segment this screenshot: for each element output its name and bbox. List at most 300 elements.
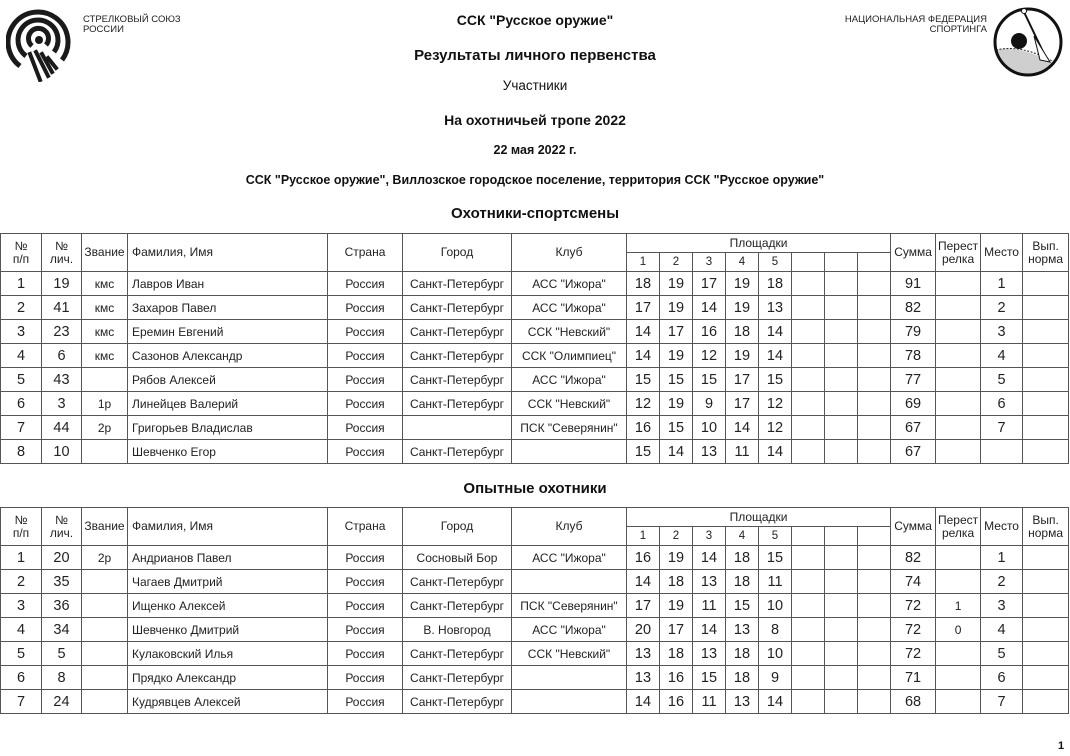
cell-country: Россия — [328, 690, 403, 714]
header-line: Вып. — [1032, 512, 1059, 527]
cell-club — [512, 690, 627, 714]
cell-norm — [1023, 690, 1069, 714]
cell-np: 6 — [1, 392, 42, 416]
cell-place: 1 — [981, 272, 1023, 296]
cell-score: 14 — [759, 320, 792, 344]
col-header-sum: Сумма — [891, 508, 936, 546]
cell-score: 15 — [759, 368, 792, 392]
cell-score: 16 — [693, 320, 726, 344]
cell-rank: кмс — [82, 272, 128, 296]
cell-score: 18 — [660, 570, 693, 594]
cell-city: Санкт-Петербург — [403, 392, 512, 416]
cell-score: 10 — [759, 642, 792, 666]
cell-nl: 24 — [42, 690, 82, 714]
cell-score: 14 — [693, 618, 726, 642]
station-number — [858, 253, 891, 272]
cell-score — [792, 666, 825, 690]
cell-country: Россия — [328, 666, 403, 690]
table-row — [1, 690, 1069, 714]
cell-place — [981, 440, 1023, 464]
cell-city: Санкт-Петербург — [403, 296, 512, 320]
col-header-np — [1, 508, 42, 546]
cell-city: Санкт-Петербург — [403, 272, 512, 296]
col-header-np — [1, 234, 42, 272]
cell-score — [825, 570, 858, 594]
cell-score — [858, 690, 891, 714]
cell-np: 4 — [1, 344, 42, 368]
cell-score: 13 — [726, 618, 759, 642]
cell-city: Санкт-Петербург — [403, 440, 512, 464]
results-table — [0, 507, 1069, 714]
station-number: 1 — [627, 527, 660, 546]
cell-sum: 77 — [891, 368, 936, 392]
cell-score: 14 — [660, 440, 693, 464]
cell-shootoff — [936, 296, 981, 320]
cell-norm — [1023, 296, 1069, 320]
cell-score — [825, 296, 858, 320]
cell-country: Россия — [328, 594, 403, 618]
cell-score — [858, 618, 891, 642]
cell-score — [825, 440, 858, 464]
station-number — [792, 527, 825, 546]
col-header-name: Фамилия, Имя — [128, 508, 328, 546]
cell-city: Санкт-Петербург — [403, 570, 512, 594]
cell-shootoff — [936, 272, 981, 296]
cell-club: ССК "Невский" — [512, 320, 627, 344]
cell-sum: 68 — [891, 690, 936, 714]
station-number: 1 — [627, 253, 660, 272]
subtitle: Участники — [502, 78, 568, 93]
cell-city: Санкт-Петербург — [403, 320, 512, 344]
cell-nl: 44 — [42, 416, 82, 440]
cell-city: Сосновый Бор — [403, 546, 512, 570]
cell-shootoff — [936, 368, 981, 392]
cell-place: 5 — [981, 368, 1023, 392]
cell-score — [792, 272, 825, 296]
document-title: Результаты личного первенства — [414, 47, 656, 64]
cell-np: 8 — [1, 440, 42, 464]
header-line: № — [14, 238, 28, 253]
cell-np: 3 — [1, 594, 42, 618]
cell-score — [825, 666, 858, 690]
cell-sum: 67 — [891, 416, 936, 440]
table-row — [1, 272, 1069, 296]
cell-country: Россия — [328, 618, 403, 642]
cell-club: ПСК "Северянин" — [512, 594, 627, 618]
cell-city — [403, 416, 512, 440]
cell-score: 12 — [693, 344, 726, 368]
cell-score — [858, 344, 891, 368]
col-header-club: Клуб — [512, 508, 627, 546]
header-line: норма — [1028, 525, 1064, 540]
header-line: № — [55, 512, 68, 527]
cell-nl: 5 — [42, 642, 82, 666]
cell-sum: 72 — [891, 642, 936, 666]
cell-norm — [1023, 570, 1069, 594]
cell-score: 11 — [759, 570, 792, 594]
event-venue: ССК "Русское оружие", Виллозское городское поселение, территория ССК "Русское оружие" — [245, 173, 825, 187]
cell-score — [792, 440, 825, 464]
cell-score: 18 — [726, 546, 759, 570]
cell-score: 19 — [660, 392, 693, 416]
cell-place: 6 — [981, 666, 1023, 690]
org-left-line2: РОССИИ — [83, 24, 124, 35]
col-header-shootoff — [936, 508, 981, 546]
cell-rank: 2р — [82, 416, 128, 440]
cell-rank — [82, 594, 128, 618]
cell-name: Сазонов Александр — [128, 344, 328, 368]
cell-score — [858, 392, 891, 416]
cell-city: Санкт-Петербург — [403, 666, 512, 690]
cell-club: АСС "Ижора" — [512, 296, 627, 320]
cell-score — [792, 344, 825, 368]
cell-nl: 8 — [42, 666, 82, 690]
cell-np: 1 — [1, 546, 42, 570]
cell-city: Санкт-Петербург — [403, 690, 512, 714]
cell-country: Россия — [328, 440, 403, 464]
cell-np: 1 — [1, 272, 42, 296]
header-line: релка — [941, 525, 975, 540]
cell-score: 13 — [726, 690, 759, 714]
cell-nl: 3 — [42, 392, 82, 416]
station-number: 4 — [726, 527, 759, 546]
cell-club: АСС "Ижора" — [512, 368, 627, 392]
cell-score: 14 — [759, 344, 792, 368]
header-row — [1, 508, 1069, 527]
header-line: № — [14, 512, 28, 527]
cell-score: 16 — [627, 416, 660, 440]
cell-score — [858, 416, 891, 440]
cell-country: Россия — [328, 416, 403, 440]
cell-name: Еремин Евгений — [128, 320, 328, 344]
cell-score: 15 — [693, 368, 726, 392]
cell-score — [792, 296, 825, 320]
cell-nl: 10 — [42, 440, 82, 464]
cell-shootoff — [936, 690, 981, 714]
header-line: норма — [1028, 251, 1064, 266]
table-row — [1, 296, 1069, 320]
table-row — [1, 440, 1069, 464]
cell-nl: 41 — [42, 296, 82, 320]
cell-score: 19 — [660, 546, 693, 570]
cell-score — [792, 320, 825, 344]
cell-name: Шевченко Дмитрий — [128, 618, 328, 642]
cell-city: В. Новгород — [403, 618, 512, 642]
cell-sum: 74 — [891, 570, 936, 594]
header-line: Перест — [937, 238, 979, 253]
header-line: лич. — [49, 525, 74, 540]
section-title: Охотники-спортсмены — [450, 205, 620, 222]
table-row — [1, 618, 1069, 642]
cell-score: 17 — [726, 392, 759, 416]
cell-score: 11 — [693, 690, 726, 714]
cell-score — [858, 368, 891, 392]
cell-score — [825, 416, 858, 440]
cell-rank — [82, 642, 128, 666]
col-header-rank: Звание — [82, 508, 128, 546]
cell-score: 19 — [660, 296, 693, 320]
cell-shootoff: 1 — [936, 594, 981, 618]
cell-club — [512, 666, 627, 690]
cell-score: 13 — [693, 570, 726, 594]
cell-nl: 6 — [42, 344, 82, 368]
cell-shootoff — [936, 666, 981, 690]
cell-place: 3 — [981, 320, 1023, 344]
cell-score: 18 — [660, 642, 693, 666]
col-header-name: Фамилия, Имя — [128, 234, 328, 272]
cell-club — [512, 570, 627, 594]
cell-score: 14 — [627, 320, 660, 344]
cell-score — [858, 440, 891, 464]
cell-nl: 34 — [42, 618, 82, 642]
col-header-place: Место — [981, 508, 1023, 546]
header-line: лич. — [49, 251, 74, 266]
col-header-country: Страна — [328, 234, 403, 272]
col-header-city: Город — [403, 508, 512, 546]
cell-name: Лавров Иван — [128, 272, 328, 296]
cell-score: 9 — [693, 392, 726, 416]
cell-score — [825, 690, 858, 714]
cell-norm — [1023, 666, 1069, 690]
cell-rank: 1р — [82, 392, 128, 416]
cell-nl: 43 — [42, 368, 82, 392]
station-number: 3 — [693, 527, 726, 546]
col-header-rank: Звание — [82, 234, 128, 272]
cell-score — [792, 690, 825, 714]
table-row — [1, 546, 1069, 570]
cell-score: 13 — [693, 642, 726, 666]
cell-city: Санкт-Петербург — [403, 594, 512, 618]
cell-sum: 82 — [891, 296, 936, 320]
header-line: релка — [941, 251, 975, 266]
cell-score: 13 — [627, 642, 660, 666]
cell-score: 18 — [726, 642, 759, 666]
cell-shootoff — [936, 546, 981, 570]
cell-score: 10 — [693, 416, 726, 440]
cell-score: 17 — [660, 320, 693, 344]
table-row — [1, 392, 1069, 416]
cell-score — [858, 546, 891, 570]
cell-country: Россия — [328, 272, 403, 296]
cell-place: 7 — [981, 690, 1023, 714]
cell-club: ССК "Невский" — [512, 392, 627, 416]
col-header-stations: Площадки — [627, 234, 891, 253]
cell-shootoff: 0 — [936, 618, 981, 642]
cell-country: Россия — [328, 296, 403, 320]
cell-rank: кмс — [82, 296, 128, 320]
cell-norm — [1023, 416, 1069, 440]
cell-club: ССК "Олимпиец" — [512, 344, 627, 368]
cell-nl: 35 — [42, 570, 82, 594]
cell-city: Санкт-Петербург — [403, 368, 512, 392]
cell-name: Захаров Павел — [128, 296, 328, 320]
cell-shootoff — [936, 416, 981, 440]
cell-country: Россия — [328, 320, 403, 344]
station-number — [825, 527, 858, 546]
cell-name: Линейцев Валерий — [128, 392, 328, 416]
cell-name: Прядко Александр — [128, 666, 328, 690]
cell-norm — [1023, 642, 1069, 666]
header-line: Перест — [937, 512, 979, 527]
cell-sum: 82 — [891, 546, 936, 570]
cell-score: 14 — [627, 570, 660, 594]
col-header-place: Место — [981, 234, 1023, 272]
col-header-nl — [42, 508, 82, 546]
cell-score: 19 — [660, 594, 693, 618]
cell-nl: 36 — [42, 594, 82, 618]
cell-club: ПСК "Северянин" — [512, 416, 627, 440]
cell-sum: 78 — [891, 344, 936, 368]
cell-score: 19 — [726, 344, 759, 368]
cell-score: 19 — [726, 296, 759, 320]
cell-place: 7 — [981, 416, 1023, 440]
cell-club: АСС "Ижора" — [512, 272, 627, 296]
cell-club: ССК "Невский" — [512, 642, 627, 666]
cell-score — [825, 618, 858, 642]
cell-nl: 23 — [42, 320, 82, 344]
cell-city: Санкт-Петербург — [403, 344, 512, 368]
cell-rank — [82, 368, 128, 392]
col-header-sum: Сумма — [891, 234, 936, 272]
cell-norm — [1023, 392, 1069, 416]
cell-np: 7 — [1, 690, 42, 714]
org-right-line2: СПОРТИНГА — [929, 24, 987, 35]
cell-np: 5 — [1, 642, 42, 666]
cell-score: 13 — [759, 296, 792, 320]
cell-rank: кмс — [82, 320, 128, 344]
cell-place: 2 — [981, 570, 1023, 594]
cell-shootoff — [936, 344, 981, 368]
event-name: На охотничьей тропе 2022 — [444, 112, 626, 128]
cell-score — [825, 546, 858, 570]
cell-shootoff — [936, 642, 981, 666]
cell-score: 19 — [726, 272, 759, 296]
cell-np: 3 — [1, 320, 42, 344]
cell-score: 15 — [759, 546, 792, 570]
cell-score — [858, 594, 891, 618]
cell-rank — [82, 618, 128, 642]
cell-score: 16 — [660, 690, 693, 714]
cell-country: Россия — [328, 392, 403, 416]
cell-score: 14 — [693, 546, 726, 570]
cell-name: Григорьев Владислав — [128, 416, 328, 440]
cell-sum: 71 — [891, 666, 936, 690]
cell-score — [825, 320, 858, 344]
cell-score: 17 — [726, 368, 759, 392]
cell-name: Ищенко Алексей — [128, 594, 328, 618]
station-number: 2 — [660, 527, 693, 546]
results-table — [0, 233, 1069, 464]
table-row — [1, 416, 1069, 440]
cell-score — [858, 666, 891, 690]
col-header-norm — [1023, 234, 1069, 272]
cell-name: Рябов Алексей — [128, 368, 328, 392]
cell-norm — [1023, 546, 1069, 570]
cell-score: 16 — [627, 546, 660, 570]
col-header-club: Клуб — [512, 234, 627, 272]
cell-score — [858, 320, 891, 344]
cell-sum: 72 — [891, 594, 936, 618]
cell-place: 1 — [981, 546, 1023, 570]
cell-name: Кудрявцев Алексей — [128, 690, 328, 714]
cell-score: 10 — [759, 594, 792, 618]
cell-shootoff — [936, 440, 981, 464]
cell-score: 11 — [693, 594, 726, 618]
station-number: 3 — [693, 253, 726, 272]
cell-score: 18 — [726, 570, 759, 594]
cell-rank — [82, 440, 128, 464]
cell-score: 18 — [759, 272, 792, 296]
cell-score: 14 — [759, 440, 792, 464]
cell-name: Чагаев Дмитрий — [128, 570, 328, 594]
cell-norm — [1023, 594, 1069, 618]
cell-score: 16 — [660, 666, 693, 690]
station-number — [792, 253, 825, 272]
cell-rank: кмс — [82, 344, 128, 368]
cell-norm — [1023, 618, 1069, 642]
cell-country: Россия — [328, 368, 403, 392]
cell-score: 17 — [627, 296, 660, 320]
cell-country: Россия — [328, 546, 403, 570]
cell-score: 11 — [726, 440, 759, 464]
cell-score: 17 — [693, 272, 726, 296]
cell-name: Шевченко Егор — [128, 440, 328, 464]
cell-norm — [1023, 272, 1069, 296]
cell-place: 2 — [981, 296, 1023, 320]
cell-norm — [1023, 368, 1069, 392]
cell-name: Кулаковский Илья — [128, 642, 328, 666]
cell-np: 6 — [1, 666, 42, 690]
cell-score: 18 — [726, 320, 759, 344]
org-left-line1: СТРЕЛКОВЫЙ СОЮЗ — [83, 14, 181, 25]
cell-score — [825, 344, 858, 368]
cell-sum: 79 — [891, 320, 936, 344]
cell-score — [825, 642, 858, 666]
table-header — [1, 508, 1069, 546]
station-number: 4 — [726, 253, 759, 272]
table-row — [1, 594, 1069, 618]
cell-np: 5 — [1, 368, 42, 392]
cell-shootoff — [936, 570, 981, 594]
cell-np: 2 — [1, 296, 42, 320]
cell-score: 18 — [726, 666, 759, 690]
cell-score — [792, 546, 825, 570]
cell-score: 15 — [660, 368, 693, 392]
cell-shootoff — [936, 392, 981, 416]
cell-score — [825, 392, 858, 416]
cell-score: 19 — [660, 344, 693, 368]
cell-np: 7 — [1, 416, 42, 440]
cell-score: 14 — [627, 690, 660, 714]
cell-score: 8 — [759, 618, 792, 642]
cell-np: 4 — [1, 618, 42, 642]
cell-nl: 20 — [42, 546, 82, 570]
cell-norm — [1023, 320, 1069, 344]
cell-score: 15 — [693, 666, 726, 690]
cell-score: 13 — [693, 440, 726, 464]
cell-nl: 19 — [42, 272, 82, 296]
cell-place: 5 — [981, 642, 1023, 666]
cell-place: 3 — [981, 594, 1023, 618]
cell-country: Россия — [328, 642, 403, 666]
cell-rank — [82, 690, 128, 714]
org-right-line1: НАЦИОНАЛЬНАЯ ФЕДЕРАЦИЯ — [844, 14, 987, 25]
event-date: 22 мая 2022 г. — [493, 143, 577, 157]
cell-score: 12 — [759, 392, 792, 416]
table-row — [1, 368, 1069, 392]
table-row — [1, 666, 1069, 690]
cell-score: 14 — [627, 344, 660, 368]
